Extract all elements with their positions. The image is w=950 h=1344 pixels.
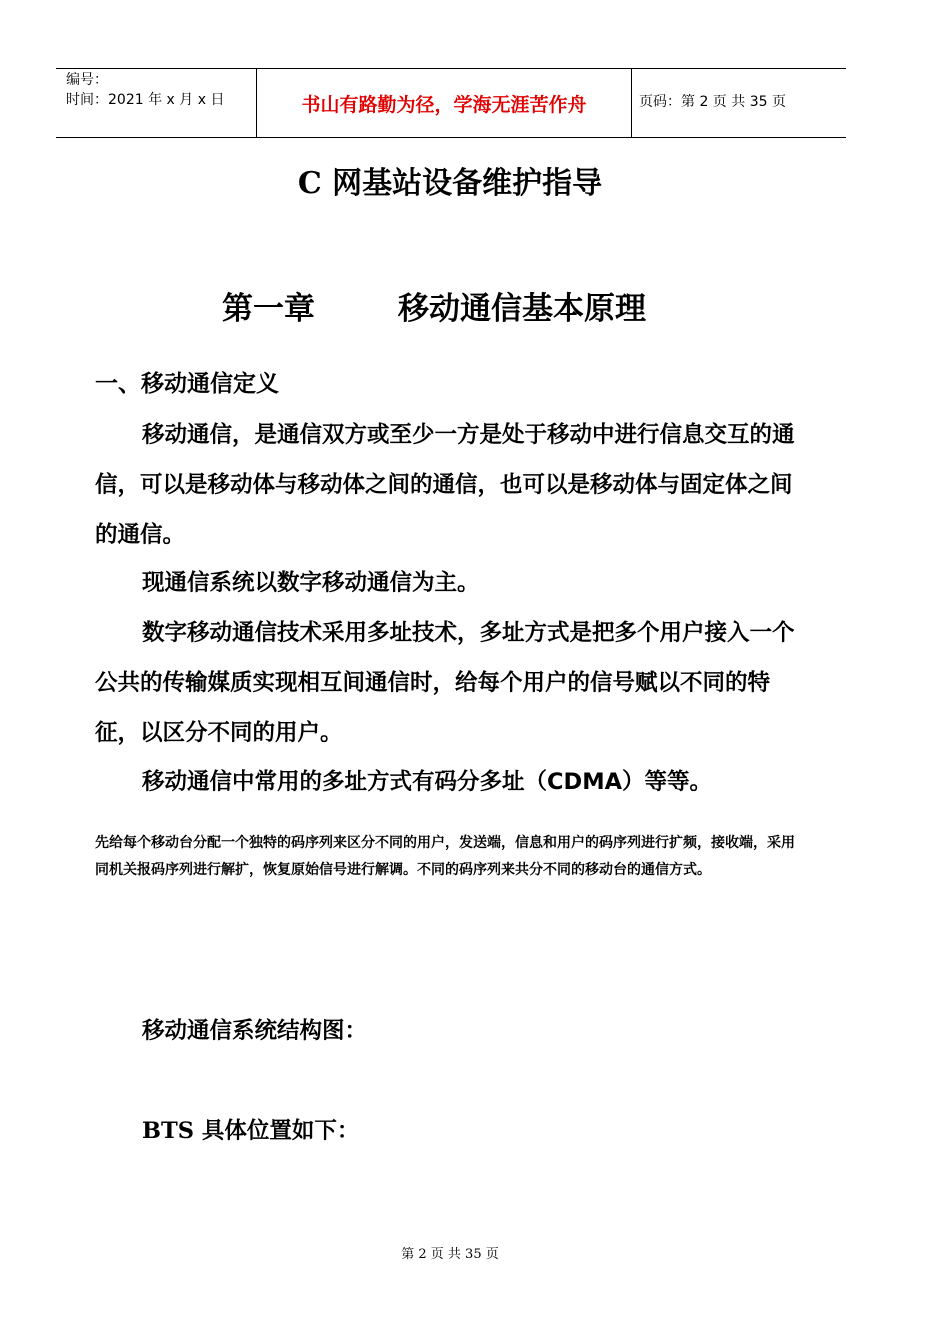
time-line: 时间：2021 年 x 月 x 日 xyxy=(66,92,225,108)
paragraph-digital: 现通信系统以数字移动通信为主。 xyxy=(142,570,480,596)
header-page-cell xyxy=(631,69,846,137)
note-cdma-explanation: 先给每个移动台分配一个独特的码序列来区分不同的用户，发送端，信息和用户的码序列进行扩频，接收端，采用同机关报码序列进行解扩，恢复原始信号进行解调。不同的码序列来共分不同的移动台的通信方式。 xyxy=(95,835,795,878)
page-footer: 第 2 页 共 35 页 xyxy=(401,1247,499,1262)
bts-location-text: 具体位置如下： xyxy=(194,1118,360,1144)
number-label: 编号： xyxy=(66,72,108,88)
motto-text: 书山有路勤为径，学海无涯苦作舟 xyxy=(301,94,587,116)
header-motto-cell xyxy=(256,69,632,137)
structure-diagram-label: 移动通信系统结构图： xyxy=(142,1018,368,1044)
chapter-title: 移动通信基本原理 xyxy=(398,291,646,327)
chapter-number: 第一章 xyxy=(222,291,315,327)
document-title: C 网基站设备维护指导 xyxy=(297,166,603,201)
section-heading: 一、移动通信定义 xyxy=(95,371,279,397)
header-meta-cell xyxy=(56,69,256,137)
bts-location-label xyxy=(142,1113,359,1149)
paragraph-cdma: 移动通信中常用的多址方式有码分多址（CDMA）等等。 xyxy=(142,769,712,795)
page-info: 页码：第 2 页 共 35 页 xyxy=(639,94,786,110)
paragraph-multiple-access: 数字移动通信技术采用多址技术，多址方式是把多个用户接入一个公共的传输媒质实现相互间通信时，给每个用户的信号赋以不同的特征，以区分不同的用户。 xyxy=(95,620,795,746)
bts-text: BTS xyxy=(142,1118,195,1144)
header-table xyxy=(56,68,846,138)
paragraph-definition: 移动通信，是通信双方或至少一方是处于移动中进行信息交互的通信，可以是移动体与移动体之间的通信，也可以是移动体与固定体之间的通信。 xyxy=(95,422,795,548)
